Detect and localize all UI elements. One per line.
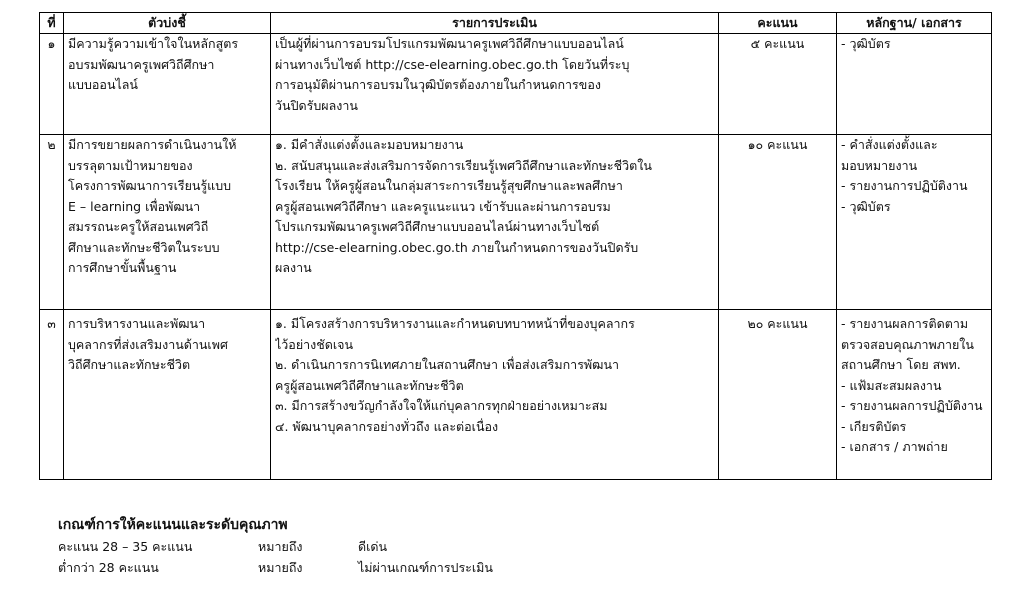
item-line: ๑. มีโครงสร้างการบริหารงานและกำหนดบทบาทหน้าที่ของบุคลากร xyxy=(275,316,635,331)
item-line: ๔. พัฒนาบุคลากรอย่างทั่วถึง และต่อเนื่อง xyxy=(275,418,499,434)
criteria-means: หมายถึง xyxy=(258,539,303,554)
evidence-line: ตรวจสอบคุณภาพภายใน xyxy=(841,336,974,352)
item-line: ๒. สนับสนุนและส่งเสริมการจัดการเรียนรู้เพศวิถีศึกษาและทักษะชีวิตใน xyxy=(275,157,652,173)
criteria-means: หมายถึง xyxy=(258,560,303,575)
criteria-range: คะแนน 28 – 35 คะแนน xyxy=(58,539,193,554)
item-line: ครูผู้สอนเพศวิถีศึกษาและทักษะชีวิต xyxy=(275,377,464,393)
item-line: ๓. มีการสร้างขวัญกำลังใจให้แก่บุคลากรทุกฝ่ายอย่างเหมาะสม xyxy=(275,398,608,413)
header-indicator: ตัวบ่งชี้ xyxy=(64,13,271,34)
criteria-range: ต่ำกว่า 28 คะแนน xyxy=(58,560,159,575)
indicator-line: มีความรู้ความเข้าใจในหลักสูตร xyxy=(68,36,239,51)
items-cell xyxy=(271,310,719,480)
item-line: วันปิดรับผลงาน xyxy=(275,97,358,113)
evidence-line: สถานศึกษา โดย สพท. xyxy=(841,357,961,372)
table-row xyxy=(40,34,992,135)
indicator-line: ศึกษาและทักษะชีวิตในระบบ xyxy=(68,239,220,255)
items-cell xyxy=(271,135,719,310)
indicator-cell xyxy=(64,34,271,135)
item-line: การอนุมัติผ่านการอบรมในวุฒิบัตรต้องภายในกำหนดการของ xyxy=(275,77,601,92)
criteria-level: ดีเด่น xyxy=(358,539,388,554)
evidence-cell xyxy=(837,310,992,480)
row-number: ๑ xyxy=(40,34,64,135)
item-line: ๑. มีคำสั่งแต่งตั้งและมอบหมายงาน xyxy=(275,137,464,152)
score-cell: ๒๐ คะแนน xyxy=(719,310,837,480)
indicator-line: วิถีศึกษาและทักษะชีวิต xyxy=(68,357,191,372)
criteria-heading: เกณฑ์การให้คะแนนและระดับคุณภาพ xyxy=(58,517,288,533)
evidence-line: - เกียรติบัตร xyxy=(841,418,907,434)
indicator-line: แบบออนไลน์ xyxy=(68,77,138,92)
evidence-line: มอบหมายงาน xyxy=(841,157,918,173)
evidence-line: - รายงานการปฏิบัติงาน xyxy=(841,178,968,193)
criteria-row xyxy=(58,557,493,578)
indicator-cell xyxy=(64,310,271,480)
indicator-line: E – learning เพื่อพัฒนา xyxy=(68,198,201,214)
item-line: ผลงาน xyxy=(275,260,312,275)
row-number: ๓ xyxy=(40,310,64,480)
items-cell xyxy=(271,34,719,135)
evidence-line: - รายงานผลการติดตาม xyxy=(841,316,969,331)
row-number: ๒ xyxy=(40,135,64,310)
criteria-level: ไม่ผ่านเกณฑ์การประเมิน xyxy=(358,560,493,575)
item-line: ๒. ดำเนินการการนิเทศภายในสถานศึกษา เพื่อส่งเสริมการพัฒนา xyxy=(275,357,620,372)
indicator-line: บรรลุตามเป้าหมายของ xyxy=(68,157,193,173)
header-evidence: หลักฐาน/ เอกสาร xyxy=(837,13,992,34)
evidence-cell xyxy=(837,135,992,310)
evidence-line: - เอกสาร / ภาพถ่าย xyxy=(841,439,948,454)
item-line: ไว้อย่างชัดเจน xyxy=(275,336,354,352)
evidence-line: - คำสั่งแต่งตั้งและ xyxy=(841,137,938,152)
scoring-criteria xyxy=(58,515,493,578)
item-line: โรงเรียน ให้ครูผู้สอนในกลุ่มสาระการเรียนรู้สุขศึกษาและพลศึกษา xyxy=(275,178,623,193)
indicator-line: บุคลากรที่ส่งเสริมงานด้านเพศ xyxy=(68,336,228,352)
evidence-line: - วุฒิบัตร xyxy=(841,198,891,214)
indicator-line: มีการขยายผลการดำเนินงานให้ xyxy=(68,137,237,152)
item-line: ผ่านทางเว็บไซต์ http://cse-elearning.obec.go.th โดยวันที่ระบุ xyxy=(275,56,630,72)
indicator-line: การบริหารงานและพัฒนา xyxy=(68,316,206,331)
indicator-line: อบรมพัฒนาครูเพศวิถีศึกษา xyxy=(68,56,215,72)
header-no: ที่ xyxy=(40,13,64,34)
table-row xyxy=(40,135,992,310)
criteria-row xyxy=(58,536,388,557)
item-line: http://cse-elearning.obec.go.th ภายในกำหนดการของวันปิดรับ xyxy=(275,239,639,255)
evidence-line: - แฟ้มสะสมผลงาน xyxy=(841,377,942,393)
indicator-line: โครงการพัฒนาการเรียนรู้แบบ xyxy=(68,178,232,193)
evaluation-table xyxy=(39,12,992,480)
evidence-line: - วุฒิบัตร xyxy=(841,36,891,51)
header-items: รายการประเมิน xyxy=(271,13,719,34)
table-header-row xyxy=(40,13,992,34)
indicator-line: สมรรถนะครูให้สอนเพศวิถี xyxy=(68,219,209,234)
header-score: คะแนน xyxy=(719,13,837,34)
item-line: โปรแกรมพัฒนาครูเพศวิถีศึกษาแบบออนไลน์ผ่านทางเว็บไซต์ xyxy=(275,219,600,234)
evidence-cell xyxy=(837,34,992,135)
evidence-line: - รายงานผลการปฏิบัติงาน xyxy=(841,398,983,413)
indicator-cell xyxy=(64,135,271,310)
item-line: เป็นผู้ที่ผ่านการอบรมโปรแกรมพัฒนาครูเพศวิถีศึกษาแบบออนไลน์ xyxy=(275,36,624,51)
indicator-line: การศึกษาขั้นพื้นฐาน xyxy=(68,260,177,275)
table-row xyxy=(40,310,992,480)
item-line: ครูผู้สอนเพศวิถีศึกษา และครูแนะแนว เข้ารับและผ่านการอบรม xyxy=(275,198,611,214)
score-cell: ๕ คะแนน xyxy=(719,34,837,135)
score-cell: ๑๐ คะแนน xyxy=(719,135,837,310)
